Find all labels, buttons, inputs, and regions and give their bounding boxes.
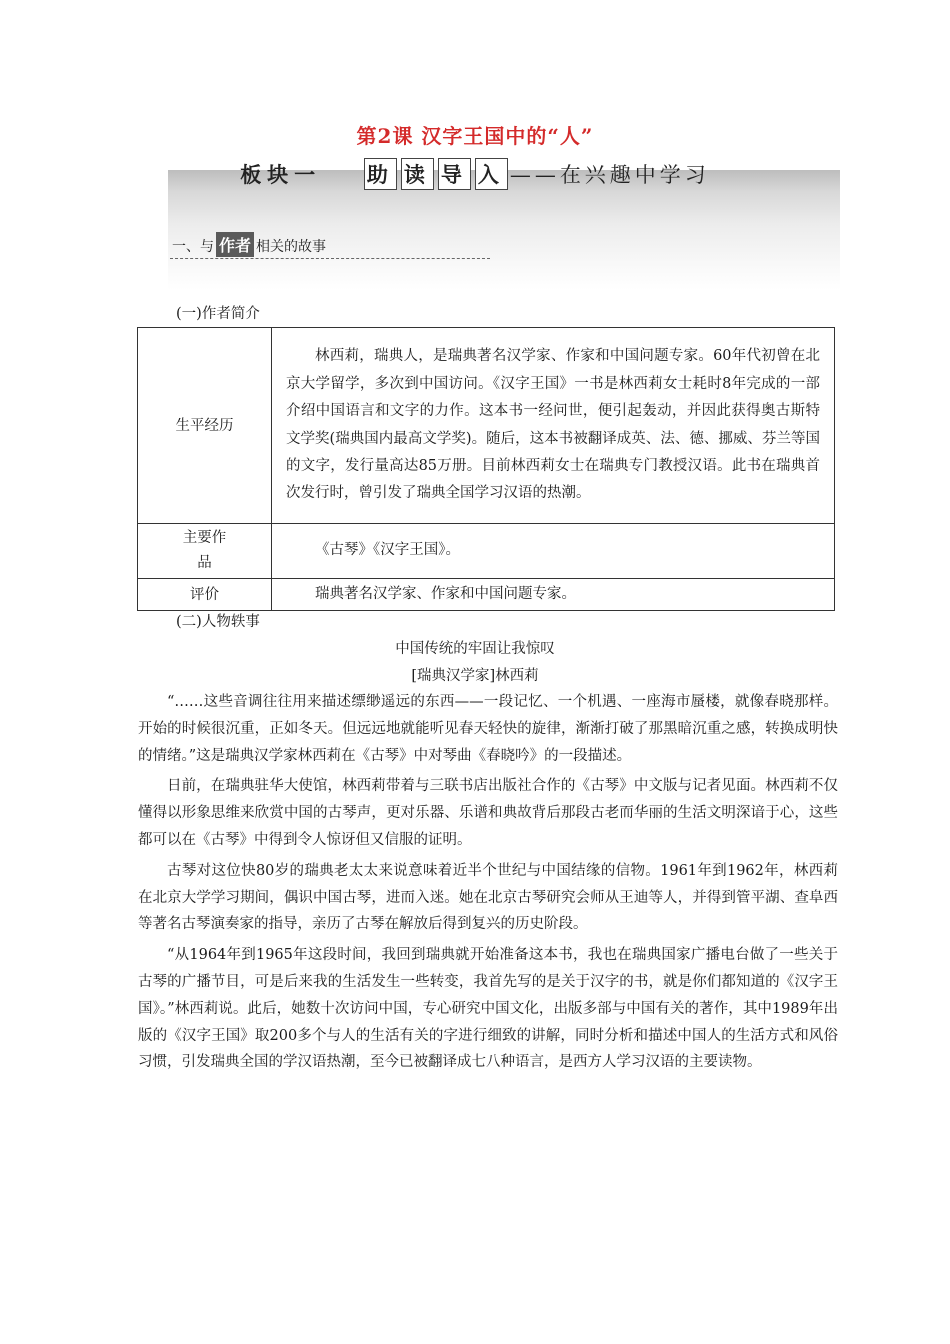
section-heading [172,232,326,257]
row-label [138,524,272,579]
article-byline: [瑞典汉学家]林西莉 [411,668,539,684]
row-label: 评价 [138,579,272,611]
paragraph: “……这些音调往往用来描述缥缈遥远的东西——一段记忆、一个机遇、一座海市蜃楼，就像春晓那样。开始的时候很沉重，正如冬天。但远远地就能听见春天轻快的旋律，渐渐打破了那黑暗沉重之感，转换成明快的情绪。”这是瑞典汉学家林西莉在《古琴》中对琴曲《春晓吟》的一段描述。 [138,694,838,764]
banner-prefix: 板块一 [240,162,322,187]
article-body [138,689,838,1080]
subsection-heading-intro: (一)作者简介 [176,306,260,322]
subsection-heading-anecdote: (二)人物轶事 [176,614,260,630]
section-prefix: 一、与 [172,239,214,255]
table-row [138,579,835,611]
row-value: 《古琴》《汉字王国》。 [272,524,835,579]
author-info-table [137,327,835,611]
table-row [138,524,835,579]
banner-heading [0,158,950,190]
lesson-title: 第2课 汉字王国中的“人” [356,124,594,148]
article-title: 中国传统的牢固让我惊叹 [395,641,555,657]
paragraph: 日前，在瑞典驻华大使馆，林西莉带着与三联书店出版社合作的《古琴》中文版与记者见面。林西莉不仅懂得以形象思维来欣赏中国的古琴声，更对乐器、乐谱和典故背后那段古老而华丽的生活文明深谙于心，这些都可以在《古琴》中得到令人惊讶但又信服的证明。 [138,778,838,848]
banner-char-3: 导 [438,158,471,190]
row-label-text: 主要作品 [182,530,227,571]
table-row [138,328,835,524]
banner-suffix: ——在兴趣中学习 [509,163,710,187]
row-label: 生平经历 [138,328,272,524]
paragraph: 古琴对这位快80岁的瑞典老太太来说意味着近半个世纪与中国结缘的信物。1961年到1962年，林西莉在北京大学学习期间，偶识中国古琴，进而入迷。她在北京古琴研究会师从王迪等人，并得到管平湖、查阜西等著名古琴演奏家的指导，亲历了古琴在解放后得到复兴的历史阶段。 [138,862,838,933]
banner-char-1: 助 [364,158,397,190]
section-suffix: 相关的故事 [256,239,327,255]
section-divider [170,258,490,259]
banner-char-4: 入 [475,158,508,190]
row-value: 瑞典著名汉学家、作家和中国问题专家。 [272,579,835,611]
section-badge: 作者 [216,232,254,257]
banner-char-2: 读 [401,158,434,190]
paragraph: “从1964年到1965年这段时间，我回到瑞典就开始准备这本书，我也在瑞典国家广播电台做了一些关于古琴的广播节目，可是后来我的生活发生一些转变，我首先写的是关于汉字的书，就是你们都知道的《汉字王国》。”林西莉说。此后，她数十次访问中国，专心研究中国文化，出版多部与中国有关的著作，其中1989年出版的《汉字王国》取200多个与人的生活有关的字进行细致的讲解，同时分析和描述中国人的生活方式和风俗习惯，引发瑞典全国的学汉语热潮，至今已被翻译成七八种语言，是西方人学习汉语的主要读物。 [138,947,838,1071]
row-value: 林西莉，瑞典人，是瑞典著名汉学家、作家和中国问题专家。60年代初曾在北京大学留学，多次到中国访问。《汉字王国》一书是林西莉女士耗时8年完成的一部介绍中国语言和文字的力作。这本书一经问世，便引起轰动，并因此获得奥古斯特文学奖(瑞典国内最高文学奖)。随后，这本书被翻译成英、法、德、挪威、芬兰等国的文字，发行量高达85万册。目前林西莉女士在瑞典专门教授汉语。此书在瑞典首次发行时，曾引发了瑞典全国学习汉语的热潮。 [272,328,835,524]
